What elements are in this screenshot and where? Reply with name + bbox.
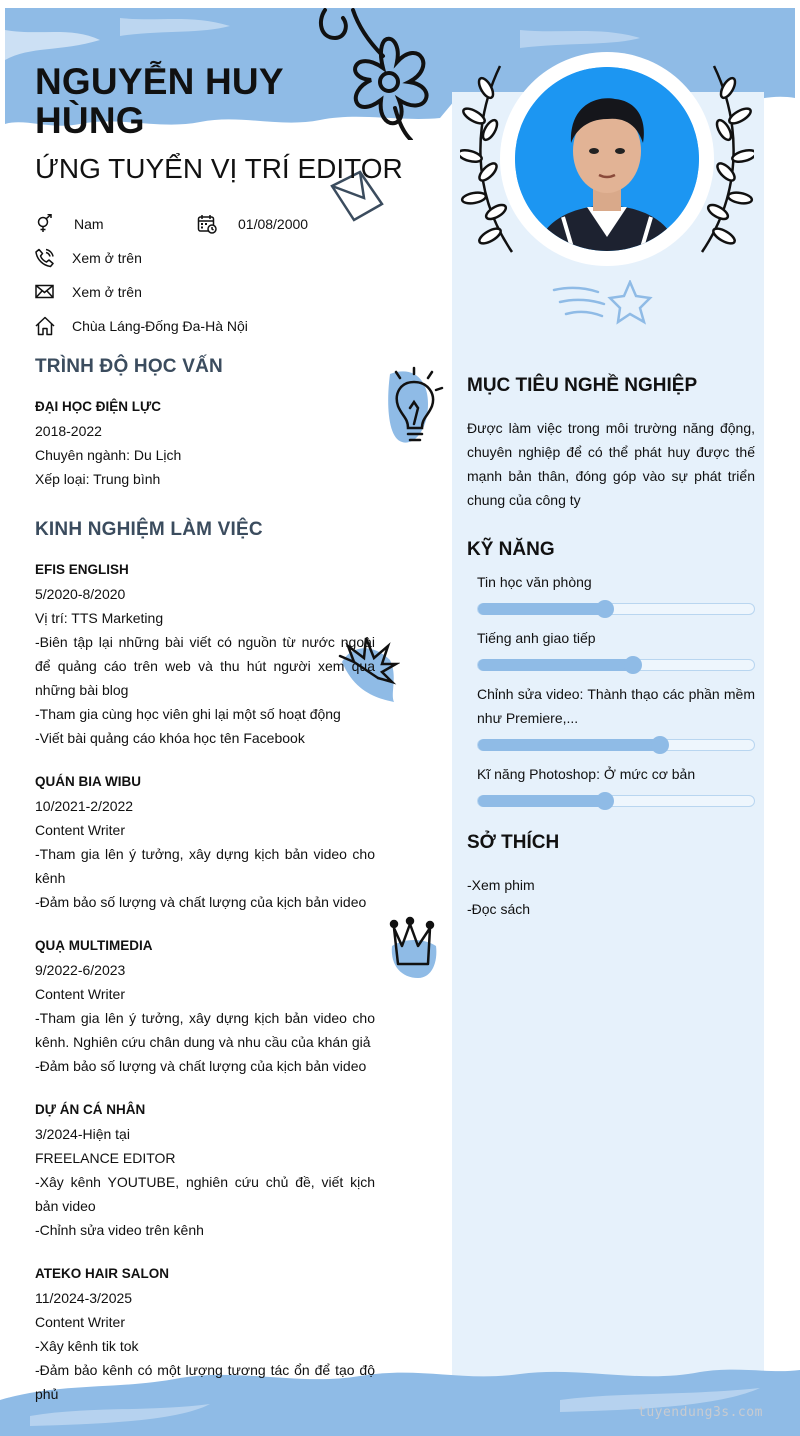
skill-bar-knob [596, 600, 614, 618]
job-company: DỰ ÁN CÁ NHÂN [35, 1102, 146, 1117]
skill-item [477, 762, 755, 807]
objective-heading: MỤC TIÊU NGHỀ NGHIỆP [467, 375, 698, 396]
job-detail: -Tham gia lên ý tưởng, xây dựng kịch bản video cho kênh [35, 846, 375, 886]
watermark: tuyendung3s.com [638, 1405, 763, 1420]
phone-row [35, 248, 142, 268]
lightbulb-doodle-icon [384, 364, 450, 448]
phone-icon [35, 248, 55, 268]
skill-name: Kĩ năng Photoshop: Ở mức cơ bản [477, 766, 696, 782]
job-period: 9/2022-6/2023 [35, 962, 126, 978]
job-period: 10/2021-2/2022 [35, 798, 134, 814]
job-detail: -Xây kênh YOUTUBE, nghiên cứu chủ đề, viết kịch bản video [35, 1174, 375, 1214]
job-entry [35, 770, 375, 914]
job-role: Content Writer [35, 1314, 125, 1330]
hobbies-heading: SỞ THÍCH [467, 832, 560, 853]
skill-item [477, 570, 755, 615]
education-heading: TRÌNH ĐỘ HỌC VẤN [35, 356, 223, 377]
hobby-item: -Xem phim [467, 877, 535, 893]
education-major: Chuyên ngành: Du Lịch [35, 447, 182, 463]
skill-bar [477, 603, 755, 615]
job-company: QUẠ MULTIMEDIA [35, 938, 153, 953]
hobby-item: -Đọc sách [467, 901, 531, 917]
job-role: Content Writer [35, 986, 125, 1002]
job-period: 3/2024-Hiện tại [35, 1126, 130, 1142]
job-company: QUÁN BIA WIBU [35, 774, 141, 789]
avatar [515, 67, 699, 251]
job-detail: -Đảm bảo kênh có một lượng tương tác ổn để tạo độ phủ [35, 1362, 375, 1402]
birthdate-value: 01/08/2000 [238, 216, 309, 232]
job-period: 5/2020-8/2020 [35, 586, 126, 602]
skill-bar-fill [478, 795, 605, 807]
job-role: Vị trí: TTS Marketing [35, 610, 164, 626]
birthdate-row [197, 214, 308, 234]
skill-name: Chỉnh sửa video: Thành thạo các phần mềm như Premiere,... [477, 686, 755, 726]
skill-bar-fill [478, 603, 605, 615]
address-value: Chùa Láng-Đống Đa-Hà Nội [72, 318, 248, 334]
objective-text: Được làm việc trong môi trường năng động, chuyên nghiệp để có thể phát huy được thế mạnh bản thân, đóng góp vào sự phát triển chung của công ty [467, 420, 755, 508]
skill-bar [477, 739, 755, 751]
skills-heading: KỸ NĂNG [467, 539, 555, 560]
school-name: ĐẠI HỌC ĐIỆN LỰC [35, 399, 161, 414]
skill-item [477, 682, 755, 751]
crown-doodle-icon [388, 916, 440, 980]
job-role: FREELANCE EDITOR [35, 1150, 176, 1166]
skill-name: Tiếng anh giao tiếp [477, 630, 596, 646]
mail-icon [35, 282, 55, 302]
education-grade: Xếp loại: Trung bình [35, 471, 161, 487]
phone-value: Xem ở trên [72, 250, 142, 266]
calendar-icon [197, 214, 217, 234]
job-company: ATEKO HAIR SALON [35, 1266, 169, 1281]
email-value: Xem ở trên [72, 284, 142, 300]
gender-icon [35, 214, 55, 234]
skill-bar [477, 795, 755, 807]
gender-value: Nam [74, 216, 104, 232]
job-detail: -Tham gia lên ý tưởng, xây dựng kịch bản video cho kênh. Nghiên cứu chân dung và nhu cầu của khán giả [35, 1010, 375, 1050]
applied-position: ỨNG TUYỂN VỊ TRÍ EDITOR [35, 153, 403, 184]
job-entry [35, 1262, 375, 1406]
job-entry [35, 558, 375, 750]
job-detail: -Xây kênh tik tok [35, 1338, 139, 1354]
home-icon [35, 316, 55, 336]
hobbies-list [467, 873, 535, 921]
skill-item [477, 626, 755, 671]
gender-row [35, 214, 104, 234]
address-row [35, 316, 248, 336]
job-entry [35, 1098, 375, 1242]
skill-bar [477, 659, 755, 671]
skill-bar-knob [596, 792, 614, 810]
avatar-portrait-icon [515, 67, 699, 251]
skill-bar-fill [478, 739, 660, 751]
job-company: EFIS ENGLISH [35, 562, 129, 577]
job-detail: -Đảm bảo số lượng và chất lượng của kịch bản video [35, 1058, 367, 1074]
skill-bar-knob [624, 656, 642, 674]
skill-name: Tin học văn phòng [477, 574, 592, 590]
education-years: 2018-2022 [35, 423, 102, 439]
job-period: 11/2024-3/2025 [35, 1290, 133, 1306]
education-block [35, 395, 375, 491]
star-doodle-icon [552, 280, 654, 326]
job-role: Content Writer [35, 822, 125, 838]
job-detail: -Tham gia cùng học viên ghi lại một số hoạt động [35, 706, 341, 722]
job-detail: -Viết bài quảng cáo khóa học tên Facebook [35, 730, 305, 746]
skill-bar-fill [478, 659, 633, 671]
job-detail: -Biên tập lại những bài viết có nguồn từ nước ngoài để quảng cáo trên web và thu hút người xem qua những bài blog [35, 634, 375, 698]
email-row [35, 282, 142, 302]
job-entry [35, 934, 375, 1078]
experience-heading: KINH NGHIỆM LÀM VIỆC [35, 519, 263, 540]
candidate-name: NGUYỄN HUY HÙNG [35, 61, 284, 141]
job-detail: -Chỉnh sửa video trên kênh [35, 1222, 204, 1238]
job-detail: -Đảm bảo số lượng và chất lượng của kịch bản video [35, 894, 367, 910]
